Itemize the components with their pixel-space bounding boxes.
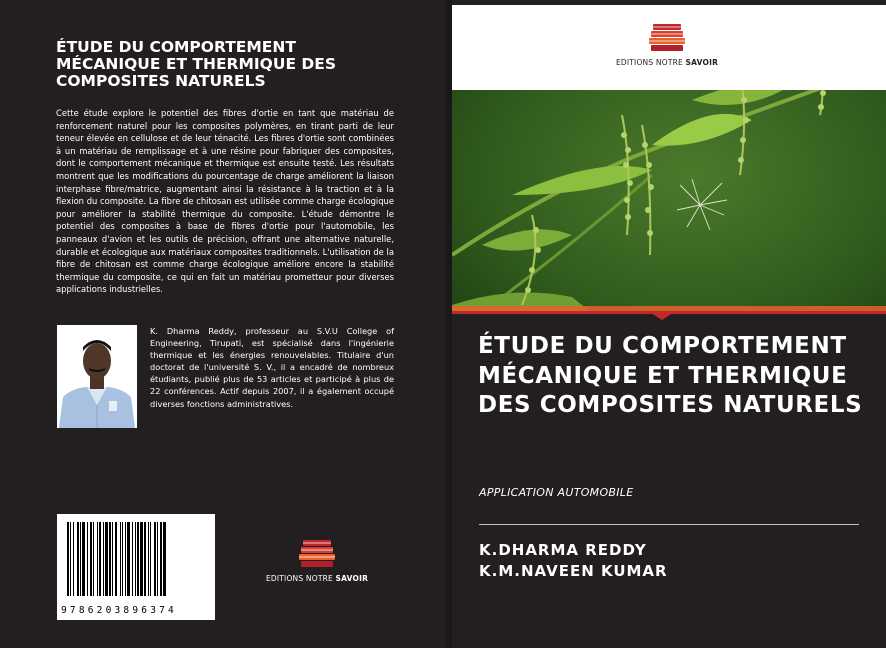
publisher-logo-back — [262, 538, 372, 583]
back-title: ÉTUDE DU COMPORTEMENT MÉCANIQUE ET THERMIQUE DES COMPOSITES NATURELS — [56, 38, 337, 90]
author-name-1: K.DHARMA REDDY — [479, 541, 647, 559]
publisher-name-bold: SAVOIR — [685, 58, 719, 67]
accent-stripe — [452, 306, 886, 320]
publisher-name-bold: SAVOIR — [335, 574, 369, 583]
publisher-name — [262, 574, 372, 583]
divider — [479, 524, 859, 525]
book-stack-icon — [297, 538, 337, 570]
book-subtitle: APPLICATION AUTOMOBILE — [479, 486, 634, 499]
isbn-number: 9786203896374 — [61, 605, 177, 616]
publisher-name-regular: EDITIONS NOTRE — [615, 58, 686, 67]
barcode — [57, 514, 215, 620]
book-stack-icon — [647, 22, 687, 54]
author-name-2: K.M.NAVEEN KUMAR — [479, 562, 668, 580]
barcode-bars — [65, 522, 207, 602]
front-title: ÉTUDE DU COMPORTEMENT MÉCANIQUE ET THERMIQUE DES COMPOSITES NATURELS — [478, 333, 863, 418]
front-cover — [452, 0, 886, 648]
author-photo — [57, 325, 137, 428]
book-blurb: Cette étude explore le potentiel des fibres d'ortie en tant que matériau de renforcement naturel pour les composites polymères, en tirant parti de leur teneur élevée en cellulose et de leur ténacité. Les fibres d'ortie sont combinées à un matériau de remplissage et à une résine pour fabriquer des composites, dont le comportement mécanique et thermique est ensuite testé. Les résultats montrent que les modifications du pourcentage de charge améliorent la liaison interphase fibre/matrice, augmentant ainsi la résistance à la traction et à la flexion du composite. La fibre de chitosan est utilisée comme charge écologique pour améliorer la stabilité thermique du composite. L'étude démontre le potentiel des composites à base de fibres d'ortie pour l'automobile, les panneaux d'avion et les outils de précision, offrant une alternative naturelle, durable et écologique aux matériaux composites traditionnels. L'utilisation de la fibre de chitosan est comme charge écologique améliore encore la stabilité thermique du composite, ce qui en fait un matériau prometteur pour diverses applications industrielles. — [56, 108, 394, 295]
publisher-logo-front — [612, 22, 722, 67]
publisher-name-regular: EDITIONS NOTRE — [265, 574, 336, 583]
publisher-name — [612, 58, 722, 67]
author-bio: K. Dharma Reddy, professeur au S.V.U College of Engineering, Tirupati, est spécialisé dans l'ingénierie thermique et les énergies renouvelables. Titulaire d'un doctorat de l'université S. V., il a encadré de nombreux étudiants, publié plus de 53 articles et participé à plus de 22 conférences. Actif depuis 2007, il a également occupé diverses fonctions administratives. — [150, 326, 394, 409]
